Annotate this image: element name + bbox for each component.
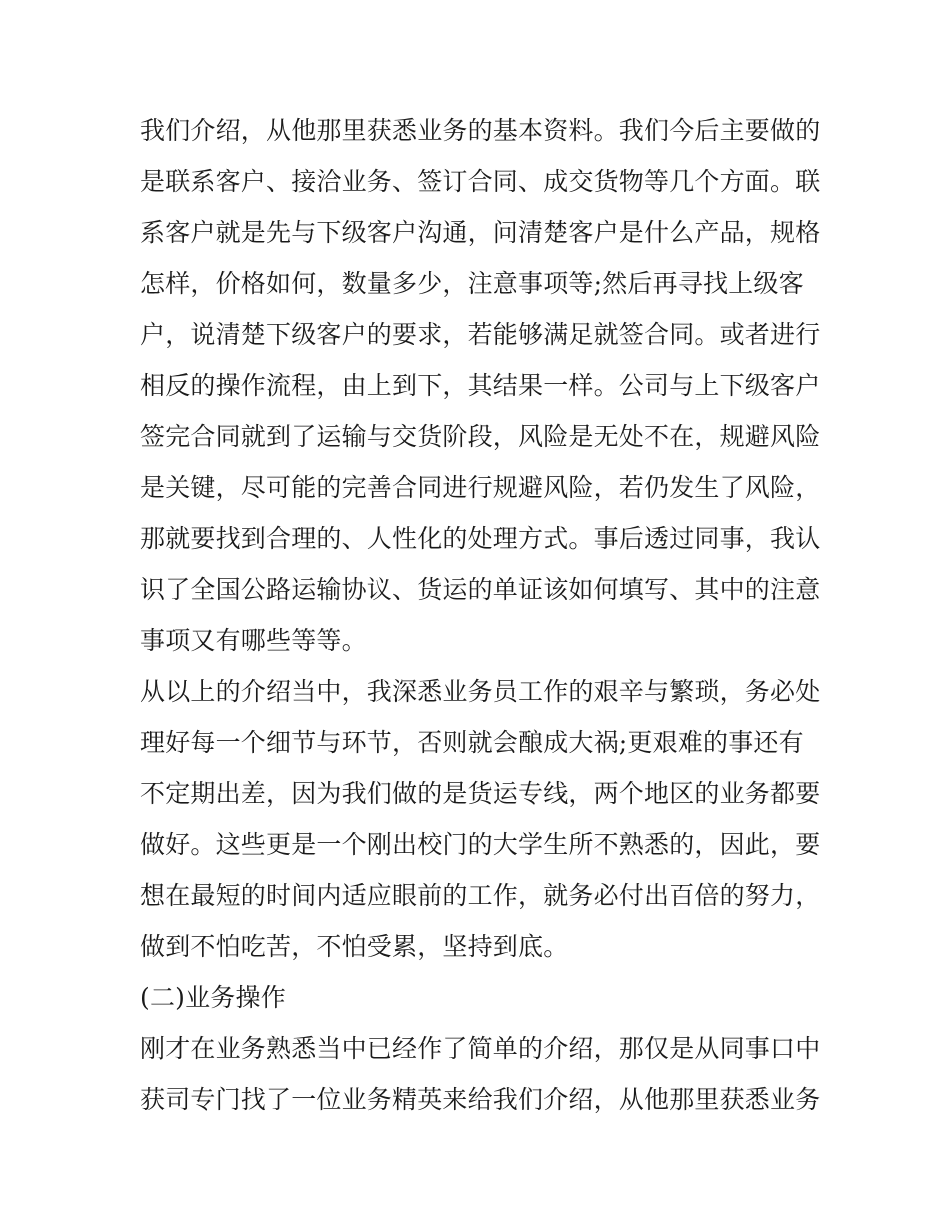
text-line: 怎样，价格如何，数量多少，注意事项等;然后再寻找上级客 xyxy=(140,269,804,298)
text-line: 是联系客户、接洽业务、签订合同、成交货物等几个方面。联 xyxy=(140,167,821,196)
text-line: 想在最短的时间内适应眼前的工作，就务必付出百倍的努力， xyxy=(140,881,821,910)
text-line: 户，说清楚下级客户的要求，若能够满足就签合同。或者进行 xyxy=(140,320,821,349)
text-line: 做到不怕吃苦，不怕受累，坚持到底。 xyxy=(140,932,569,961)
text-line: 相反的操作流程，由上到下，其结果一样。公司与上下级客户 xyxy=(140,371,821,400)
text-line: 获司专门找了一位业务精英来给我们介绍，从他那里获悉业务 xyxy=(140,1085,821,1114)
text-line: 理好每一个细节与环节，否则就会酿成大祸;更艰难的事还有 xyxy=(140,728,804,757)
text-line: 是关键，尽可能的完善合同进行规避风险，若仍发生了风险， xyxy=(140,473,821,502)
text-line: 不定期出差，因为我们做的是货运专线，两个地区的业务都要 xyxy=(140,779,821,808)
text-line: 那就要找到合理的、人性化的处理方式。事后透过同事，我认 xyxy=(140,524,821,553)
text-line: 做好。这些更是一个刚出校门的大学生所不熟悉的，因此，要 xyxy=(140,830,821,859)
text-line: 系客户就是先与下级客户沟通，问清楚客户是什么产品，规格 xyxy=(140,218,821,247)
document-body xyxy=(140,105,830,1125)
section-heading: (二)业务操作 xyxy=(140,983,286,1012)
text-line: 事项又有哪些等等。 xyxy=(140,626,367,655)
text-line: 签完合同就到了运输与交货阶段，风险是无处不在，规避风险 xyxy=(140,422,821,451)
text-line: 从以上的介绍当中，我深悉业务员工作的艰辛与繁琐，务必处 xyxy=(140,677,821,706)
text-line: 我们介绍，从他那里获悉业务的基本资料。我们今后主要做的 xyxy=(140,116,821,145)
text-line: 识了全国公路运输协议、货运的单证该如何填写、其中的注意 xyxy=(140,575,821,604)
text-line: 刚才在业务熟悉当中已经作了简单的介绍，那仅是从同事口中 xyxy=(140,1034,821,1063)
